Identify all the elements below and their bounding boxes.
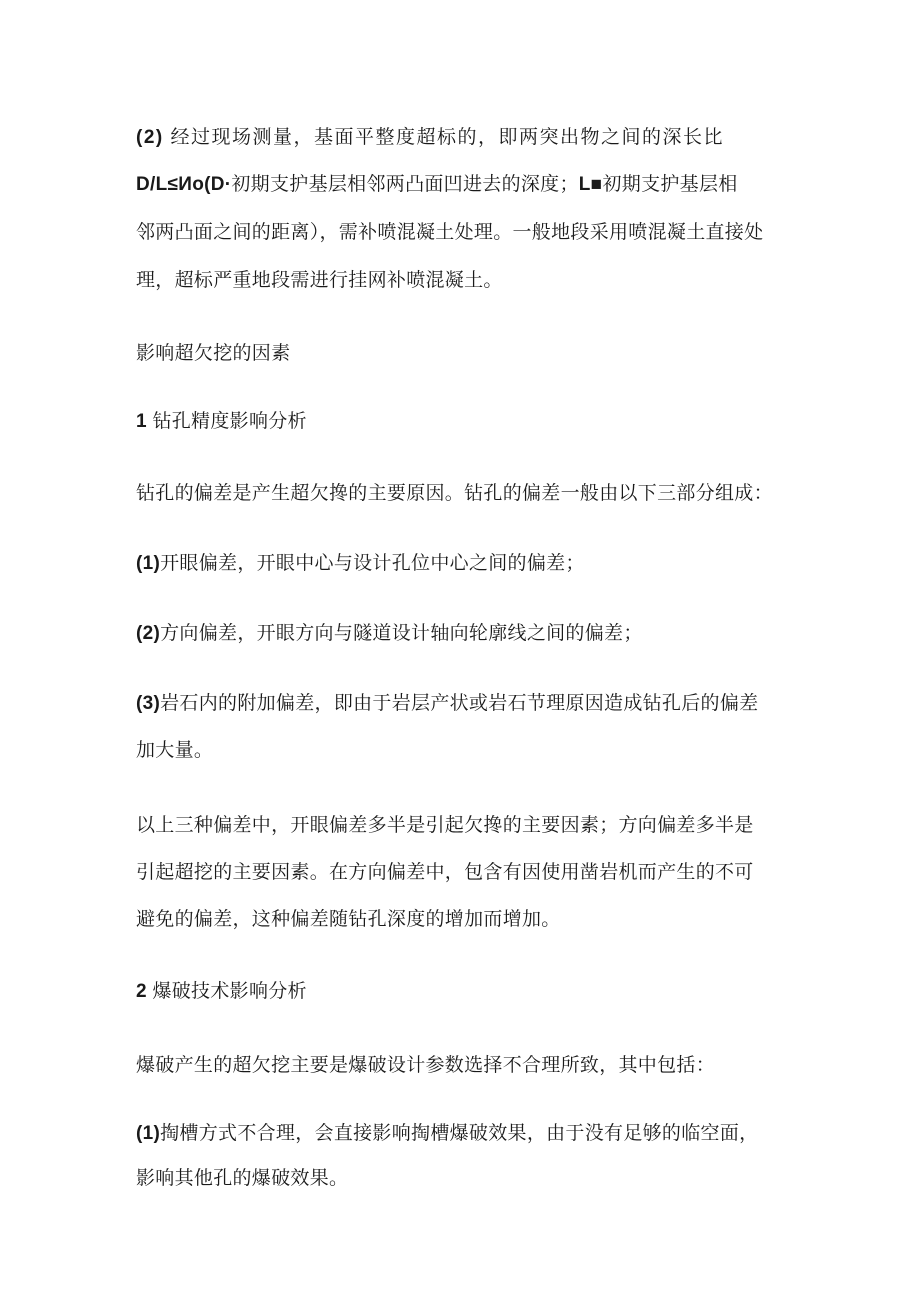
list-item xyxy=(136,621,643,646)
paragraph-line xyxy=(136,1166,348,1190)
line-text: 钻孔的偏差是产生超欠搀的主要原因。钻孔的偏差一般由以下三部分组成： xyxy=(136,482,773,504)
line-text: 引起超挖的主要因素。在方向偏差中，包含有因使用凿岩机而产生的不可 xyxy=(136,861,754,883)
line-text: 影响其他孔的爆破效果。 xyxy=(136,1167,349,1189)
section-heading xyxy=(136,409,307,434)
paragraph-line xyxy=(136,125,724,150)
list-item xyxy=(136,1121,758,1146)
item-marker: (2) xyxy=(136,623,161,644)
line-text: 爆破产生的超欠挖主要是爆破设计参数选择不合理所致，其中包括： xyxy=(136,1054,716,1076)
item-marker: (3) xyxy=(136,693,161,714)
line-text: 以上三种偏差中，开眼偏差多半是引起欠搀的主要因素；方向偏差多半是 xyxy=(136,814,754,836)
item-marker: (2) xyxy=(136,127,171,148)
item-marker: 2 xyxy=(136,981,153,1002)
line-text: 经过现场测量，基面平整度超标的，即两突出物之间的深长比 xyxy=(170,126,725,148)
paragraph-line xyxy=(136,481,773,505)
paragraph-line xyxy=(136,860,754,884)
formula-text: L■ xyxy=(578,174,603,195)
paragraph-line xyxy=(136,220,763,244)
paragraph-line xyxy=(136,172,738,197)
list-item xyxy=(136,691,758,716)
paragraph-line xyxy=(136,907,561,931)
line-text: 掏槽方式不合理，会直接影响掏槽爆破效果，由于没有足够的临空面， xyxy=(160,1122,759,1144)
line-text: 初期支护基层相邻两凸面凹进去的深度； xyxy=(231,173,579,195)
line-text: 理，超标严重地段需进行挂网补喷混凝土。 xyxy=(136,269,503,291)
line-text: 加大量。 xyxy=(136,739,214,761)
section-heading xyxy=(136,979,307,1004)
line-text: 爆破技术影响分析 xyxy=(152,980,307,1002)
line-text: 邻两凸面之间的距离），需补喷混凝土处理。一般地段采用喷混凝土直接处 xyxy=(136,221,764,243)
line-text: 初期支护基层相 xyxy=(602,173,738,195)
list-item xyxy=(136,551,585,576)
line-text: 影响超欠挖的因素 xyxy=(136,342,291,364)
paragraph-line xyxy=(136,738,213,762)
item-marker: (1) xyxy=(136,1123,161,1144)
paragraph-line xyxy=(136,268,503,292)
line-text: 开眼偏差，开眼中心与设计孔位中心之间的偏差； xyxy=(160,552,585,574)
line-text: 方向偏差，开眼方向与隧道设计轴向轮廓线之间的偏差； xyxy=(160,622,643,644)
formula-text: D/L≤Иo(D· xyxy=(136,174,232,195)
paragraph-line xyxy=(136,813,754,837)
paragraph-line xyxy=(136,1053,715,1077)
item-marker: 1 xyxy=(136,411,153,432)
item-marker: (1) xyxy=(136,553,161,574)
line-text: 避免的偏差，这种偏差随钻孔深度的增加而增加。 xyxy=(136,908,561,930)
section-heading xyxy=(136,341,290,365)
line-text: 钻孔精度影响分析 xyxy=(152,410,307,432)
line-text: 岩石内的附加偏差，即由于岩层产状或岩石节理原因造成钻孔后的偏差 xyxy=(160,692,759,714)
